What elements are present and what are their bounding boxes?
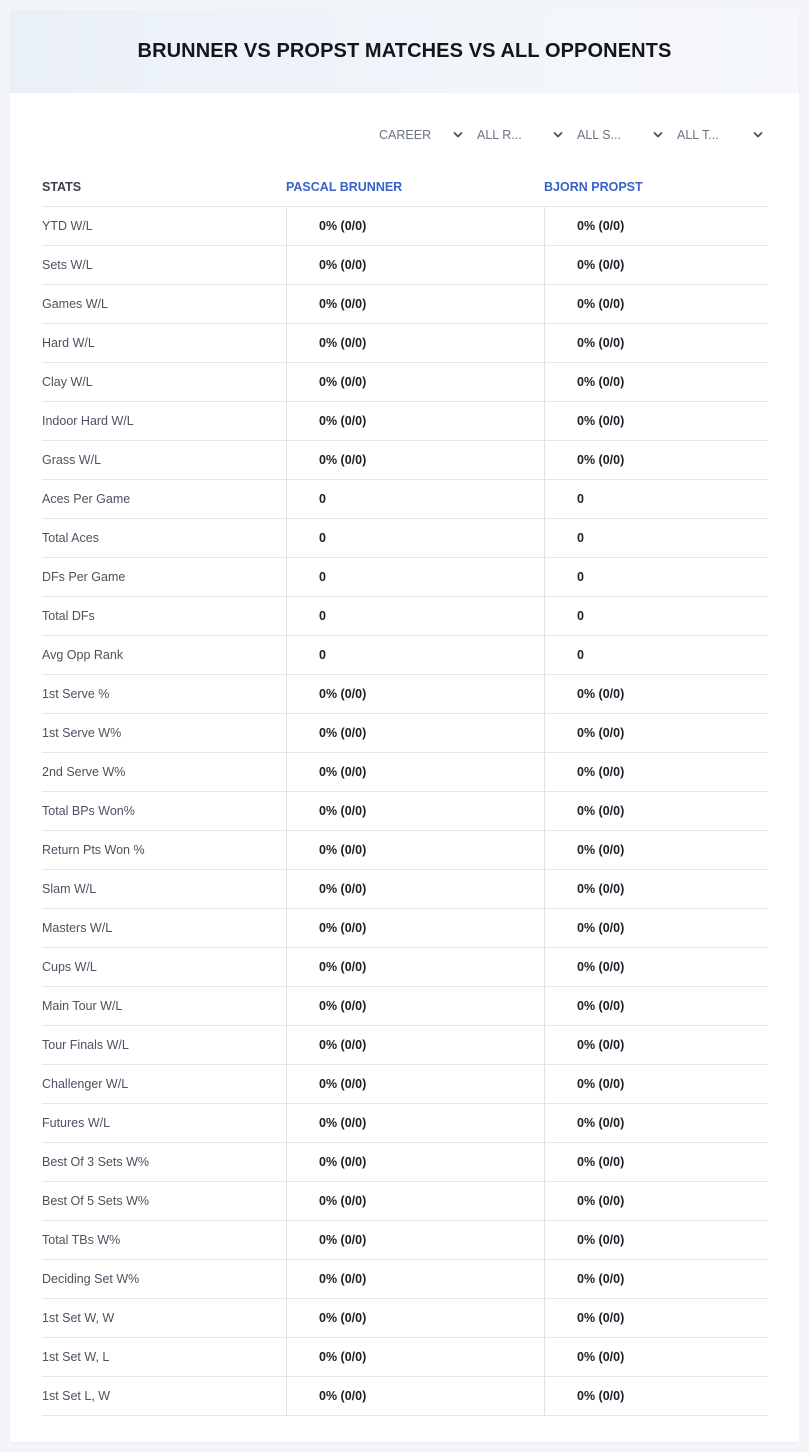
player2-stat-value: 0% (0/0) <box>544 207 767 245</box>
stats-table <box>42 168 767 1416</box>
player1-stat-value: 0% (0/0) <box>286 870 544 908</box>
table-row <box>42 987 767 1026</box>
chevron-down-icon <box>553 130 563 140</box>
player2-stat-value: 0 <box>544 519 767 557</box>
player2-stat-value: 0 <box>544 597 767 635</box>
player1-stat-value: 0 <box>286 636 544 674</box>
player1-stat-value: 0% (0/0) <box>286 714 544 752</box>
player2-stat-value: 0% (0/0) <box>544 1065 767 1103</box>
player2-stat-value: 0% (0/0) <box>544 285 767 323</box>
player1-stat-value: 0% (0/0) <box>286 909 544 947</box>
table-body <box>42 207 767 1416</box>
chevron-down-icon <box>753 130 763 140</box>
player2-stat-value: 0% (0/0) <box>544 441 767 479</box>
table-row <box>42 1104 767 1143</box>
stat-label: 1st Serve % <box>42 687 110 701</box>
filter-surface-select[interactable] <box>567 124 667 146</box>
stat-label: Games W/L <box>42 297 108 311</box>
player1-stat-value: 0% (0/0) <box>286 441 544 479</box>
player2-stat-value: 0% (0/0) <box>544 870 767 908</box>
player1-stat-value: 0% (0/0) <box>286 402 544 440</box>
player2-stat-value: 0% (0/0) <box>544 324 767 362</box>
stat-label: Return Pts Won % <box>42 843 145 857</box>
stat-label: Slam W/L <box>42 882 97 896</box>
stat-label: 1st Serve W% <box>42 726 122 740</box>
stat-label: Grass W/L <box>42 453 102 467</box>
filter-period-select[interactable] <box>371 124 467 146</box>
comparison-card <box>10 10 799 1442</box>
table-row <box>42 480 767 519</box>
table-row <box>42 1260 767 1299</box>
table-row <box>42 402 767 441</box>
stat-label: 1st Set W, L <box>42 1350 110 1364</box>
player1-stat-value: 0% (0/0) <box>286 987 544 1025</box>
player2-stat-value: 0 <box>544 480 767 518</box>
table-row <box>42 636 767 675</box>
player1-stat-value: 0% (0/0) <box>286 831 544 869</box>
player1-stat-value: 0 <box>286 480 544 518</box>
table-row <box>42 246 767 285</box>
player2-stat-value: 0% (0/0) <box>544 909 767 947</box>
table-row <box>42 363 767 402</box>
player1-stat-value: 0% (0/0) <box>286 1377 544 1415</box>
player2-stat-value: 0% (0/0) <box>544 1104 767 1142</box>
stat-label: Best Of 5 Sets W% <box>42 1194 149 1208</box>
stat-label: Futures W/L <box>42 1116 111 1130</box>
table-row <box>42 831 767 870</box>
stat-label: Sets W/L <box>42 258 93 272</box>
player1-stat-value: 0% (0/0) <box>286 1260 544 1298</box>
stat-label: Indoor Hard W/L <box>42 414 134 428</box>
player2-stat-value: 0% (0/0) <box>544 402 767 440</box>
table-row <box>42 441 767 480</box>
table-row <box>42 207 767 246</box>
table-row <box>42 1182 767 1221</box>
filter-round-select[interactable] <box>467 124 567 146</box>
player1-stat-value: 0 <box>286 519 544 557</box>
stat-label: Aces Per Game <box>42 492 131 506</box>
player1-stat-value: 0% (0/0) <box>286 1104 544 1142</box>
player1-stat-value: 0 <box>286 597 544 635</box>
table-row <box>42 285 767 324</box>
stat-label: Clay W/L <box>42 375 93 389</box>
table-row <box>42 909 767 948</box>
player2-stat-value: 0 <box>544 558 767 596</box>
player1-stat-value: 0% (0/0) <box>286 792 544 830</box>
table-row <box>42 1221 767 1260</box>
player1-stat-value: 0% (0/0) <box>286 1065 544 1103</box>
table-row <box>42 1299 767 1338</box>
player1-stat-value: 0% (0/0) <box>286 1026 544 1064</box>
player2-stat-value: 0% (0/0) <box>544 1026 767 1064</box>
stat-label: Total DFs <box>42 609 95 623</box>
stat-label: Total TBs W% <box>42 1233 121 1247</box>
stat-label: YTD W/L <box>42 219 93 233</box>
player1-stat-value: 0% (0/0) <box>286 285 544 323</box>
player1-stat-value: 0% (0/0) <box>286 363 544 401</box>
table-row <box>42 870 767 909</box>
stat-label: Masters W/L <box>42 921 113 935</box>
player2-stat-value: 0% (0/0) <box>544 714 767 752</box>
stat-label: Total Aces <box>42 531 99 545</box>
stat-label: Cups W/L <box>42 960 97 974</box>
player2-stat-value: 0% (0/0) <box>544 831 767 869</box>
chevron-down-icon <box>453 130 463 140</box>
filter-period-value: CAREER <box>379 128 432 142</box>
player1-stat-value: 0% (0/0) <box>286 1299 544 1337</box>
player1-link[interactable]: PASCAL BRUNNER <box>286 180 403 194</box>
player2-stat-value: 0% (0/0) <box>544 1377 767 1415</box>
table-row <box>42 558 767 597</box>
stats-column-header: STATS <box>42 180 82 194</box>
table-row <box>42 714 767 753</box>
player1-stat-value: 0 <box>286 558 544 596</box>
player2-stat-value: 0% (0/0) <box>544 363 767 401</box>
player2-stat-value: 0% (0/0) <box>544 987 767 1025</box>
table-row <box>42 1065 767 1104</box>
player1-stat-value: 0% (0/0) <box>286 324 544 362</box>
table-row <box>42 324 767 363</box>
table-row <box>42 519 767 558</box>
stat-label: 1st Set W, W <box>42 1311 115 1325</box>
filter-tournament-select[interactable] <box>667 124 767 146</box>
player1-stat-value: 0% (0/0) <box>286 246 544 284</box>
filter-round-value: ALL R... <box>477 128 522 142</box>
player1-stat-value: 0% (0/0) <box>286 675 544 713</box>
player1-stat-value: 0% (0/0) <box>286 948 544 986</box>
chevron-down-icon <box>653 130 663 140</box>
player1-stat-value: 0% (0/0) <box>286 1182 544 1220</box>
player2-link[interactable]: BJORN PROPST <box>544 180 643 194</box>
player2-stat-value: 0 <box>544 636 767 674</box>
table-row <box>42 597 767 636</box>
table-row <box>42 1026 767 1065</box>
player1-stat-value: 0% (0/0) <box>286 1338 544 1376</box>
stat-label: Tour Finals W/L <box>42 1038 129 1052</box>
table-row <box>42 753 767 792</box>
stat-label: Total BPs Won% <box>42 804 135 818</box>
player1-stat-value: 0% (0/0) <box>286 753 544 791</box>
table-row <box>42 1338 767 1377</box>
stat-label: Deciding Set W% <box>42 1272 140 1286</box>
player1-stat-value: 0% (0/0) <box>286 1143 544 1181</box>
card-header <box>10 10 799 93</box>
filter-surface-value: ALL S... <box>577 128 622 142</box>
player1-stat-value: 0% (0/0) <box>286 1221 544 1259</box>
table-row <box>42 1377 767 1416</box>
filter-tournament-value: ALL T... <box>677 128 719 142</box>
player2-stat-value: 0% (0/0) <box>544 1221 767 1259</box>
player2-stat-value: 0% (0/0) <box>544 1260 767 1298</box>
table-row <box>42 675 767 714</box>
stat-label: Hard W/L <box>42 336 95 350</box>
page-title: BRUNNER VS PROPST MATCHES VS ALL OPPONENTS <box>137 40 672 62</box>
player2-stat-value: 0% (0/0) <box>544 675 767 713</box>
player2-stat-value: 0% (0/0) <box>544 1299 767 1337</box>
stat-label: DFs Per Game <box>42 570 126 584</box>
table-header <box>42 168 767 207</box>
player2-stat-value: 0% (0/0) <box>544 753 767 791</box>
table-row <box>42 792 767 831</box>
stat-label: Best Of 3 Sets W% <box>42 1155 149 1169</box>
stat-label: Challenger W/L <box>42 1077 129 1091</box>
table-row <box>42 948 767 987</box>
player2-stat-value: 0% (0/0) <box>544 1143 767 1181</box>
player2-stat-value: 0% (0/0) <box>544 948 767 986</box>
player2-stat-value: 0% (0/0) <box>544 1338 767 1376</box>
player1-stat-value: 0% (0/0) <box>286 207 544 245</box>
player2-stat-value: 0% (0/0) <box>544 1182 767 1220</box>
stat-label: 2nd Serve W% <box>42 765 126 779</box>
stat-label: Avg Opp Rank <box>42 648 124 662</box>
player2-stat-value: 0% (0/0) <box>544 246 767 284</box>
stat-label: Main Tour W/L <box>42 999 123 1013</box>
stat-label: 1st Set L, W <box>42 1389 111 1403</box>
table-row <box>42 1143 767 1182</box>
filter-bar <box>371 124 767 146</box>
player2-stat-value: 0% (0/0) <box>544 792 767 830</box>
